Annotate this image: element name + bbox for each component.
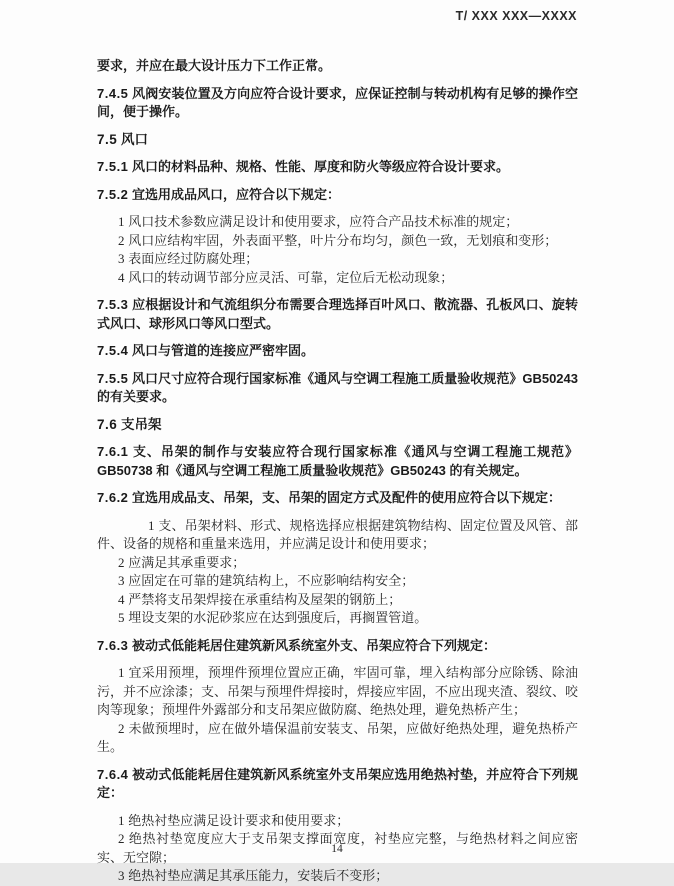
paragraph-text: 被动式低能耗居住建筑新风系统室外支、吊架应符合下列规定： (132, 637, 497, 653)
clause-paragraph (97, 85, 578, 122)
clause-number: 7.6.2 (97, 490, 129, 505)
item-number: 3 (118, 251, 125, 266)
page-number: 14 (331, 843, 343, 855)
clause-continuation-paragraph (97, 57, 578, 76)
list-item (97, 812, 578, 831)
section-heading (97, 131, 578, 150)
paragraph-text: 要求，并应在最大设计压力下工作正常。 (97, 58, 332, 73)
clause-number: 7.6 (97, 416, 118, 432)
item-number: 2 (118, 720, 125, 736)
paragraph-text: 未做预埋时，应在做外墙保温前安装支、吊架，应做好绝热处理，避免热桥产生。 (97, 720, 578, 754)
list-item (97, 609, 578, 628)
item-number: 4 (118, 269, 125, 285)
list-item (97, 213, 578, 232)
paragraph-text: 风口 (121, 131, 149, 147)
paragraph-text: 支、吊架的制作与安装应符合现行国家标准《通风与空调工程施工规范》GB50738 和《通风与空调工程施工质量验收规范》GB50243 的有关规定。 (97, 444, 578, 478)
clause-paragraph (97, 637, 578, 656)
paragraph-text: 宜选用成品支、吊架，支、吊架的固定方式及配件的使用应符合以下规定： (132, 490, 562, 505)
clause-number: 7.5 (97, 131, 118, 147)
clause-paragraph (97, 342, 578, 361)
list-item (97, 867, 578, 886)
item-number: 2 (118, 831, 125, 846)
list-item (97, 720, 578, 757)
paragraph-text: 宜选用成品风口，应符合以下规定： (132, 186, 341, 202)
clause-paragraph (97, 766, 578, 803)
item-number: 3 (118, 573, 125, 588)
clause-paragraph (97, 370, 578, 407)
paragraph-text: 绝热衬垫应满足设计要求和使用要求； (128, 812, 350, 828)
paragraph-text: 绝热衬垫宽度应大于支吊架支撑面宽度，衬垫应完整，与绝热材料之间应密实、无空隙； (97, 831, 578, 865)
item-number: 2 (118, 232, 125, 248)
item-number: 2 (118, 554, 125, 570)
clause-number: 7.5.5 (97, 370, 129, 386)
list-item (97, 517, 578, 554)
paragraph-text: 埋设支架的水泥砂浆应在达到强度后，再搁置管道。 (128, 610, 428, 625)
clause-paragraph (97, 489, 578, 508)
list-item (97, 591, 578, 610)
paragraph-text: 严禁将支吊架焊接在承重结构及屋架的钢筋上； (128, 591, 402, 607)
paragraph-text: 风口的转动调节部分应灵活、可靠，定位后无松动现象； (128, 269, 454, 285)
clause-number: 7.4.5 (97, 85, 129, 101)
item-number: 1 (118, 665, 125, 680)
clause-number: 7.5.1 (97, 159, 129, 174)
list-item (97, 250, 578, 269)
item-number: 4 (118, 591, 125, 607)
paragraph-text: 表面应经过防腐处理； (128, 251, 259, 266)
clause-number: 7.6.3 (97, 637, 129, 653)
paragraph-text: 风口与管道的连接应严密牢固。 (132, 343, 315, 358)
clause-number: 7.6.4 (97, 766, 129, 782)
document-body (97, 57, 578, 886)
paragraph-text: 风口技术参数应满足设计和使用要求，应符合产品技术标准的规定； (128, 214, 519, 229)
clause-paragraph (97, 186, 578, 205)
item-number: 1 (148, 517, 155, 533)
paragraph-text: 应根据设计和气流组织分布需要合理选择百叶风口、散流器、孔板风口、旋转式风口、球形风口等风口型式。 (97, 297, 578, 331)
clause-paragraph (97, 443, 578, 480)
paragraph-text: 支、吊架材料、形式、规格选择应根据建筑物结构、固定位置及风管、部件、设备的规格和重量来选用，并应满足设计和使用要求； (97, 517, 578, 551)
paragraph-text: 风口应结构牢固，外表面平整，叶片分布均匀，颜色一致，无划痕和变形； (128, 232, 558, 248)
list-item (97, 572, 578, 591)
list-item (97, 232, 578, 251)
paragraph-text: 应固定在可靠的建筑结构上，不应影响结构安全； (128, 573, 415, 588)
paragraph-text: 支吊架 (121, 416, 162, 432)
clause-paragraph (97, 158, 578, 177)
clause-number: 7.5.4 (97, 343, 129, 358)
clause-number: 7.5.2 (97, 186, 129, 202)
paragraph-text: 风口的材料品种、规格、性能、厚度和防火等级应符合设计要求。 (132, 159, 510, 174)
item-number: 3 (118, 868, 125, 883)
paragraph-text: 绝热衬垫应满足其承压能力，安装后不变形； (128, 868, 389, 883)
list-item (97, 664, 578, 720)
paragraph-text: 风口尺寸应符合现行国家标准《通风与空调工程施工质量验收规范》GB50243 的有关要求。 (97, 370, 578, 404)
paragraph-text: 风阀安装位置及方向应符合设计要求，应保证控制与转动机构有足够的操作空间，便于操作。 (97, 85, 578, 119)
item-number: 1 (118, 812, 125, 828)
clause-number: 7.6.1 (97, 444, 129, 459)
paragraph-text: 应满足其承重要求； (128, 554, 246, 570)
clause-number: 7.5.3 (97, 297, 129, 312)
item-number: 1 (118, 214, 125, 229)
clause-paragraph (97, 296, 578, 333)
list-item (97, 554, 578, 573)
standard-number-header: T/ XXX XXX—XXXX (455, 9, 577, 23)
paragraph-text: 宜采用预埋，预埋件预埋位置应正确，牢固可靠，埋入结构部分应除锈、除油污，并不应涂漆；支、吊架与预埋件焊接时，焊接应牢固，不应出现夹渣、裂纹、咬肉等现象；预埋件外露部分和支吊架应做防腐、绝热处理，避免热桥产生； (97, 665, 579, 717)
item-number: 5 (118, 610, 125, 625)
list-item (97, 269, 578, 288)
section-heading (97, 416, 578, 435)
paragraph-text: 被动式低能耗居住建筑新风系统室外支吊架应选用绝热衬垫，并应符合下列规定： (97, 766, 578, 800)
